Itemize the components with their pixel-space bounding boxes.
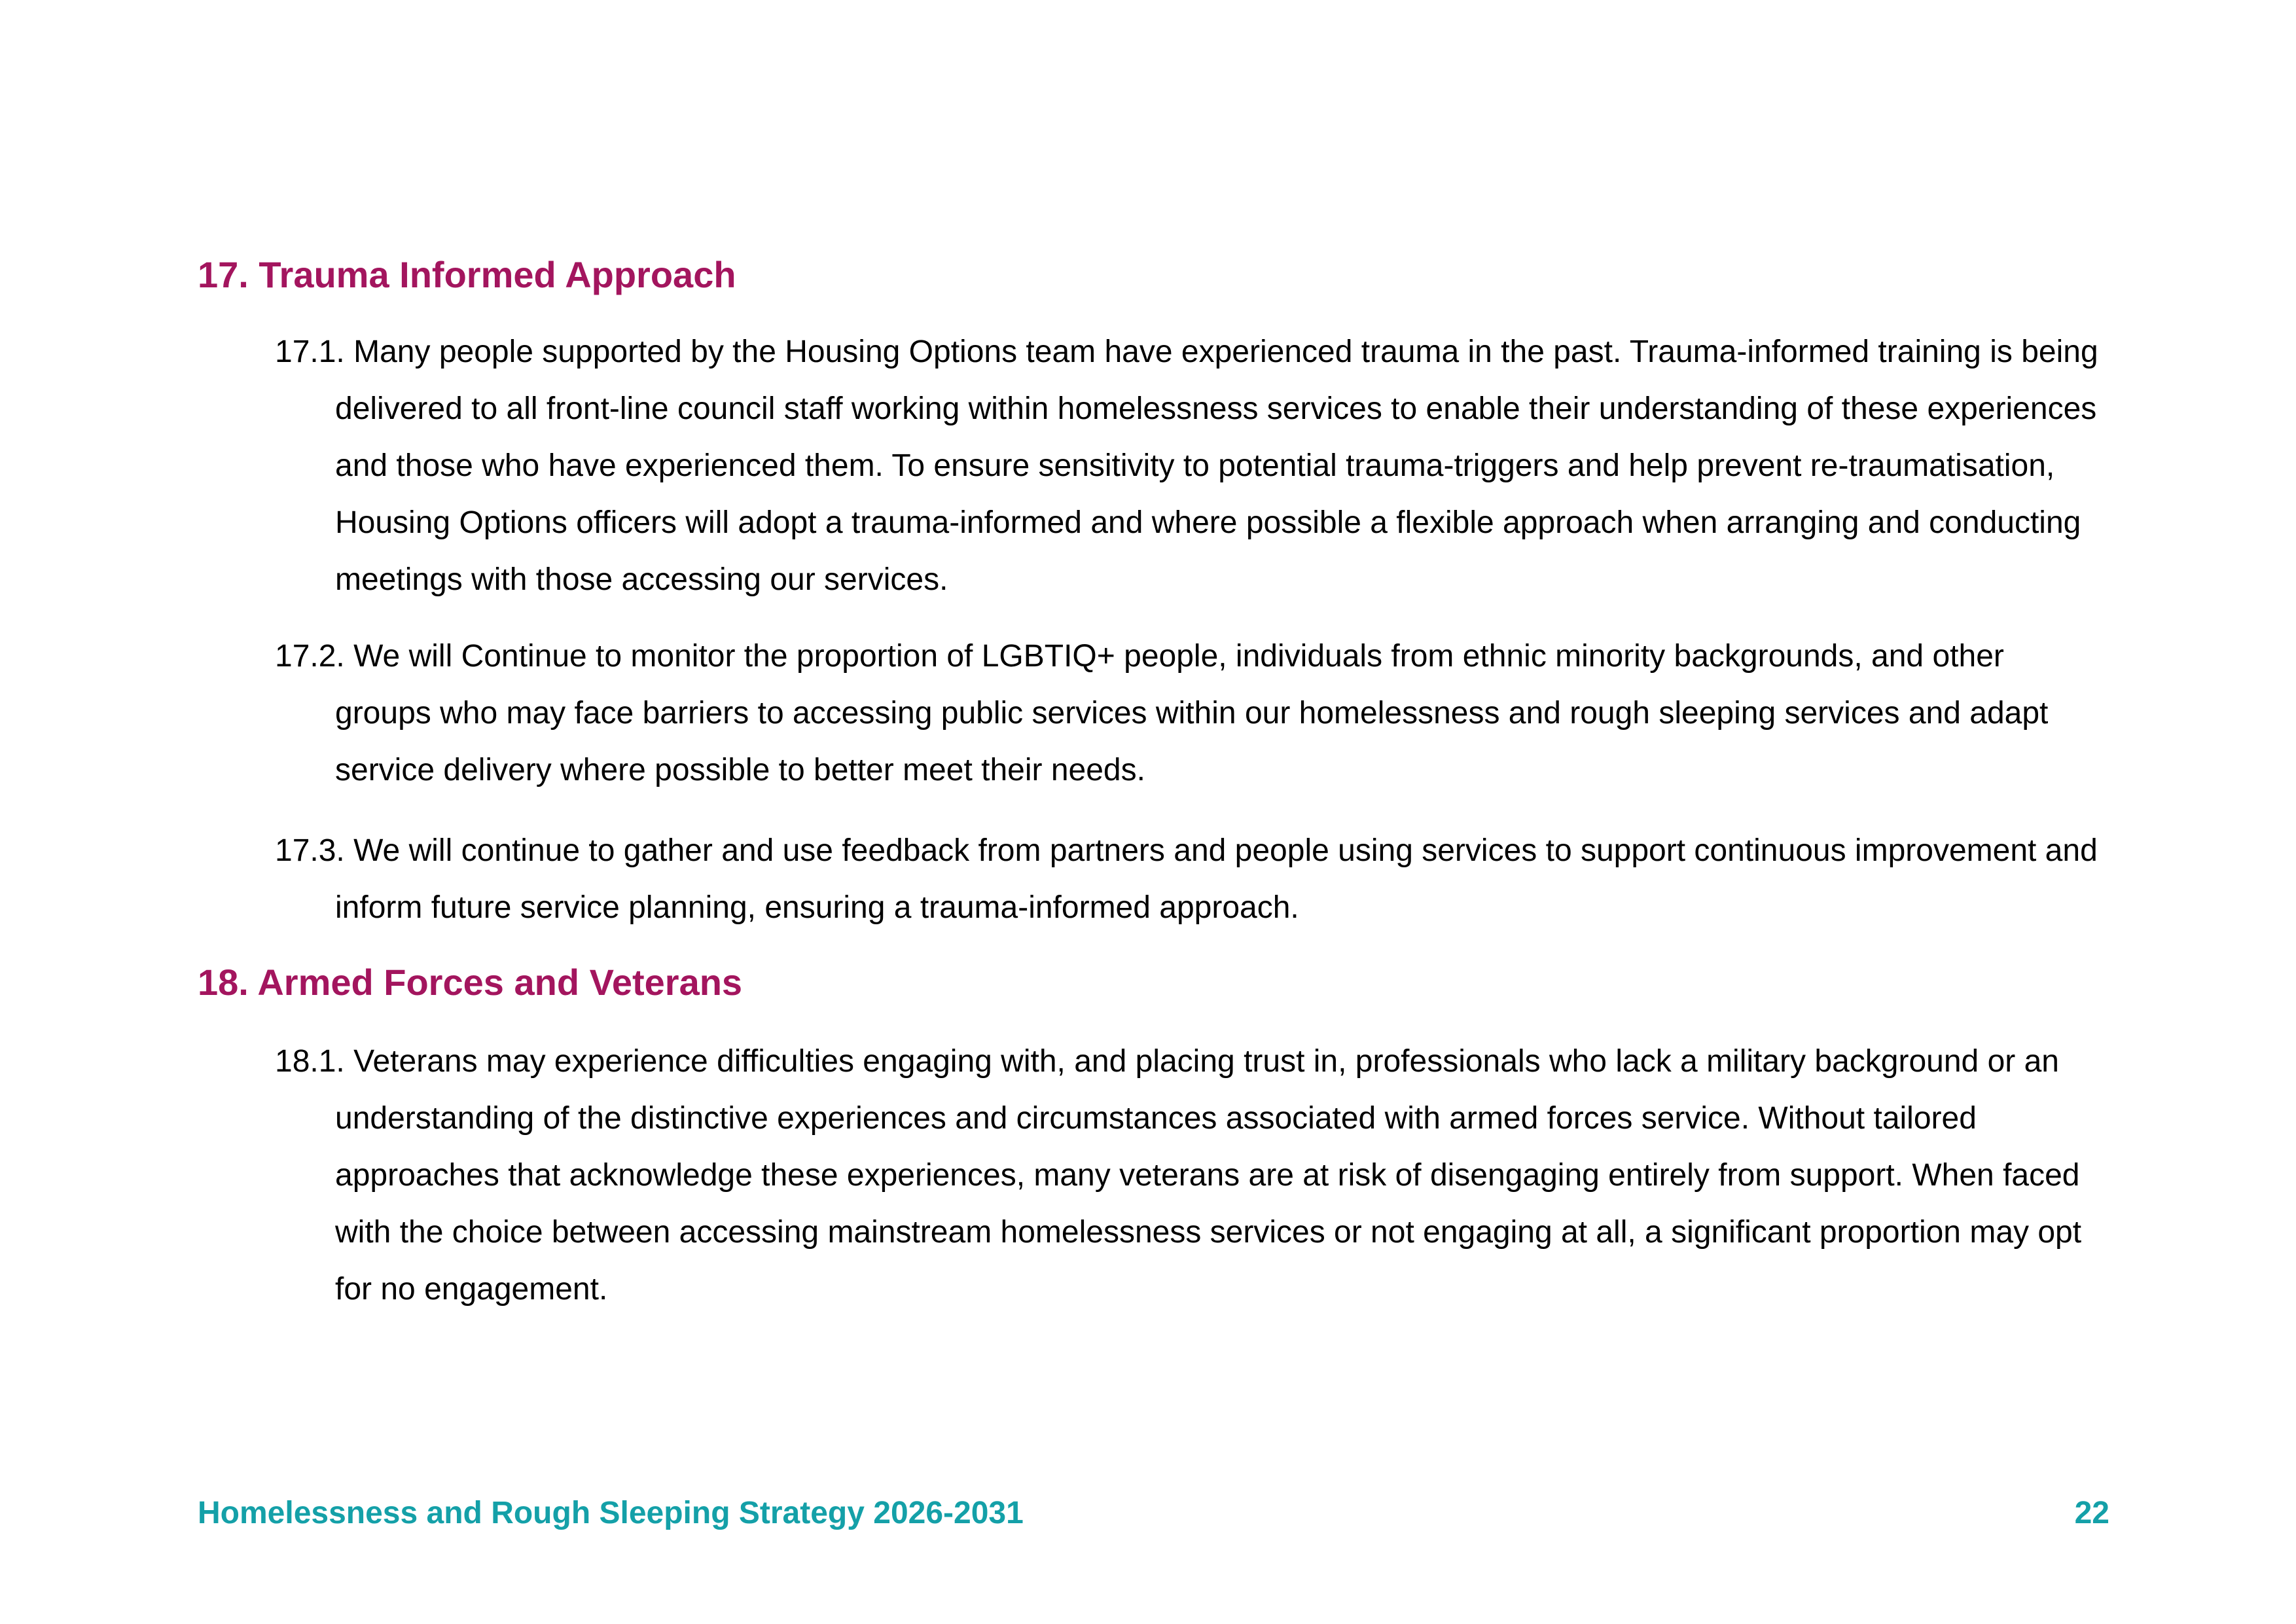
paragraph-18-1 [275,1033,2108,1318]
paragraph-text: We will Continue to monitor the proportion of LGBTIQ+ people, individuals from ethnic minority backgrounds, and other groups who may face barriers to accessing public services within our homelessness and rough sleeping services and adapt service delivery where possible to better meet their needs. [335,639,2049,787]
paragraph-text: Veterans may experience difficulties engaging with, and placing trust in, professionals who lack a military background or an understanding of the distinctive experiences and circumstances associated with armed forces service. Without tailored approaches that acknowledge these experiences, many veterans are at risk of disengaging entirely from support. When faced with the choice between accessing mainstream homelessness services or not engaging at all, a significant proportion may opt for no engagement. [335,1044,2082,1307]
paragraph-17-1 [275,323,2108,608]
section-heading-armed-forces-and-veterans: 18. Armed Forces and Veterans [198,962,743,1003]
footer-document-title: Homelessness and Rough Sleeping Strategy 2026-2031 [198,1496,1024,1530]
paragraph-text: Many people supported by the Housing Options team have experienced trauma in the past. Trauma-informed training is being delivered to all front-line council staff working within homelessness services to enable their understanding of these experiences and those who have experienced them. To ensure sensitivity to potential trauma-triggers and help prevent re-traumatisation, Housing Options officers will adopt a trauma-informed and where possible a flexible approach when arranging and conducting meetings with those accessing our services. [335,334,2098,597]
paragraph-number: 17.2. [275,639,345,674]
section-heading-trauma-informed-approach: 17. Trauma Informed Approach [198,254,736,295]
paragraph-number: 18.1. [275,1044,345,1079]
footer-page-number: 22 [2074,1496,2109,1530]
paragraph-text: We will continue to gather and use feedback from partners and people using services to support continuous improvement and inform future service planning, ensuring a trauma-informed approach. [335,833,2098,925]
paragraph-17-3 [275,822,2108,936]
paragraph-17-2 [275,628,2108,799]
paragraph-number: 17.3. [275,833,345,868]
paragraph-number: 17.1. [275,334,345,369]
